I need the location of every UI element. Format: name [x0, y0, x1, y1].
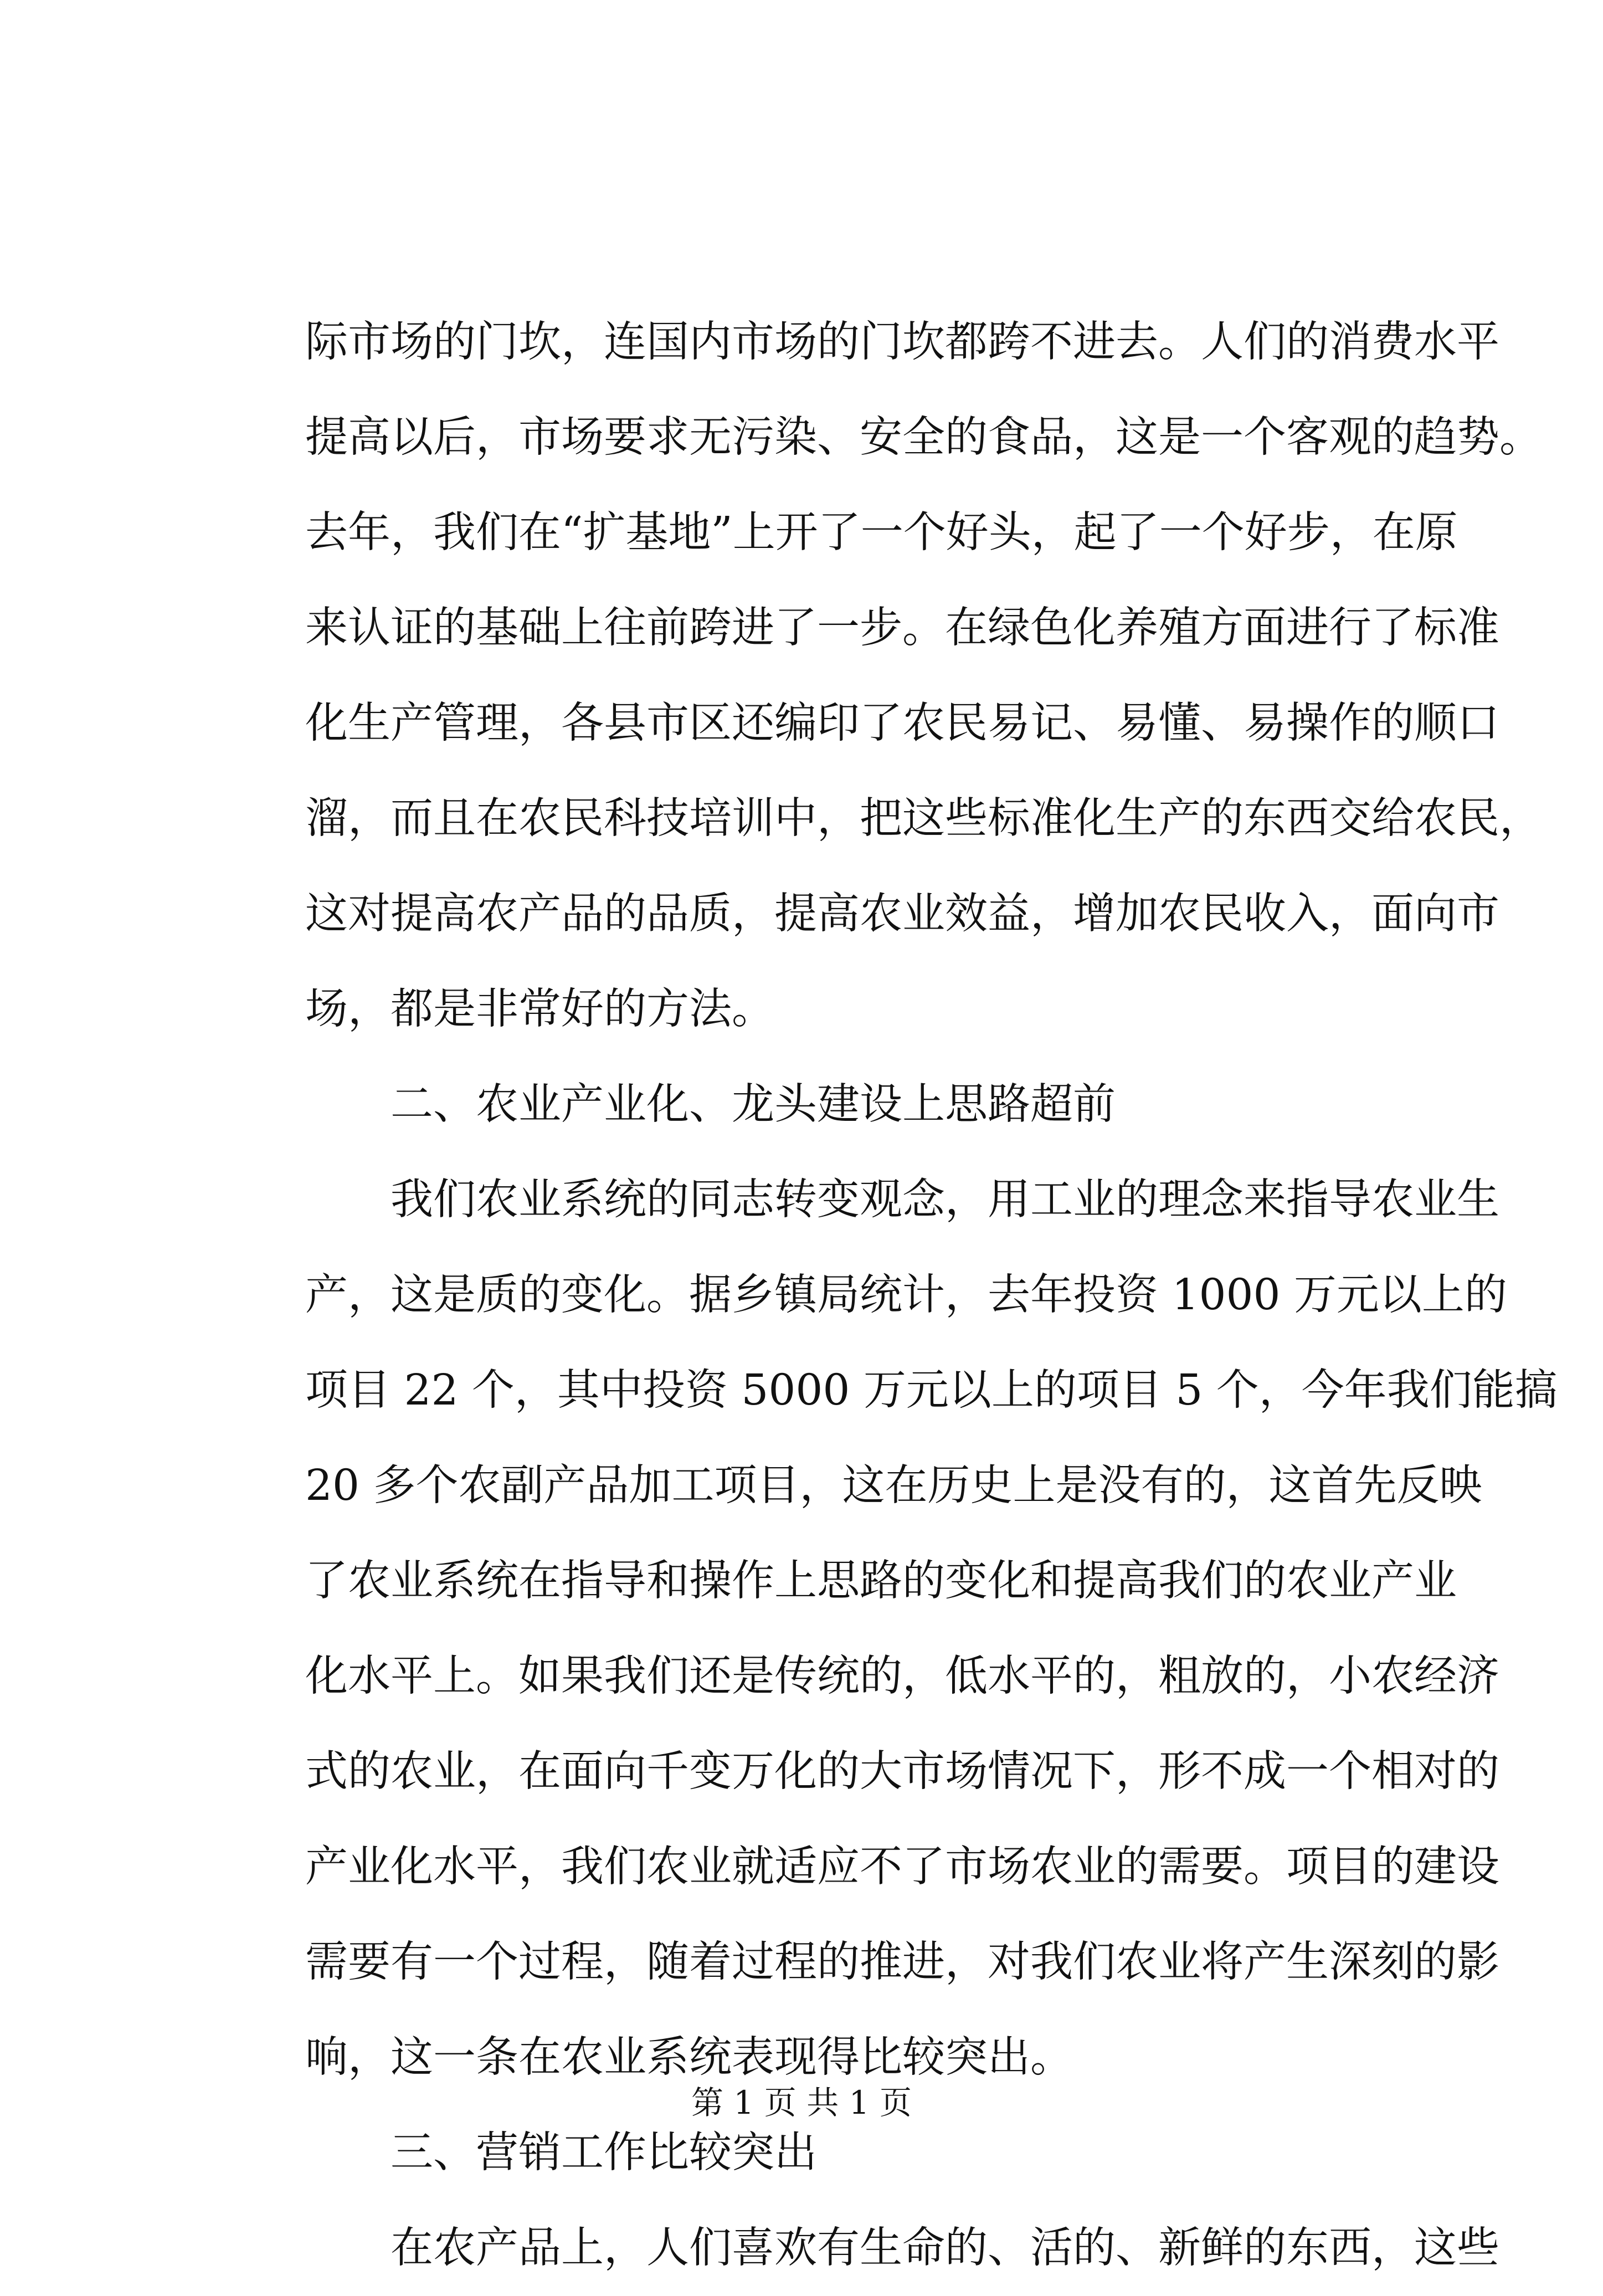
text-line: 提高以后，市场要求无污染、安全的食品，这是一个客观的趋势。	[305, 413, 1542, 462]
text-line: 场，都是非常好的方法。	[305, 985, 774, 1034]
text-line: 际市场的门坎，连国内市场的门坎都跨不进去。人们的消费水平	[305, 317, 1499, 367]
text-line: 项目 22 个，其中投资 5000 万元以上的项目 5 个，今年我们能搞	[305, 1366, 1558, 1415]
text-line: 化水平上。如果我们还是传统的，低水平的，粗放的，小农经济	[305, 1652, 1499, 1701]
text-line: 响，这一条在农业系统表现得比较突出。	[305, 2033, 1073, 2082]
section-heading: 三、营销工作比较突出	[391, 2128, 817, 2177]
section-heading: 二、农业产业化、龙头建设上思路超前	[391, 1080, 1116, 1129]
text-line: 化生产管理，各县市区还编印了农民易记、易懂、易操作的顺口	[305, 699, 1499, 748]
text-line: 我们农业系统的同志转变观念，用工业的理念来指导农业生	[391, 1175, 1499, 1224]
text-line: 这对提高农产品的品质，提高农业效益，增加农民收入，面向市	[305, 889, 1499, 939]
text-line: 产，这是质的变化。据乡镇局统计，去年投资 1000 万元以上的	[305, 1270, 1507, 1320]
text-line: 产业化水平，我们农业就适应不了市场农业的需要。项目的建设	[305, 1842, 1499, 1892]
text-line: 来认证的基础上往前跨进了一步。在绿色化养殖方面进行了标准	[305, 603, 1499, 653]
page-footer: 第 1 页 共 1 页	[691, 2084, 912, 2121]
text-line: 溜，而且在农民科技培训中，把这些标准化生产的东西交给农民，	[305, 794, 1542, 843]
text-line: 了农业系统在指导和操作上思路的变化和提高我们的农业产业	[305, 1556, 1457, 1606]
body-text	[305, 295, 1558, 2296]
text-line: 20 多个农副产品加工项目，这在历史上是没有的，这首先反映	[305, 1461, 1482, 1510]
text-line: 去年，我们在“扩基地”上开了一个好头，起了一个好步，在原	[305, 508, 1458, 557]
text-line: 在农产品上，人们喜欢有生命的、活的、新鲜的东西，这些	[391, 2223, 1499, 2273]
text-line: 需要有一个过程，随着过程的推进，对我们农业将产生深刻的影	[305, 1938, 1499, 1987]
text-line: 式的农业，在面向千变万化的大市场情况下，形不成一个相对的	[305, 1747, 1499, 1796]
